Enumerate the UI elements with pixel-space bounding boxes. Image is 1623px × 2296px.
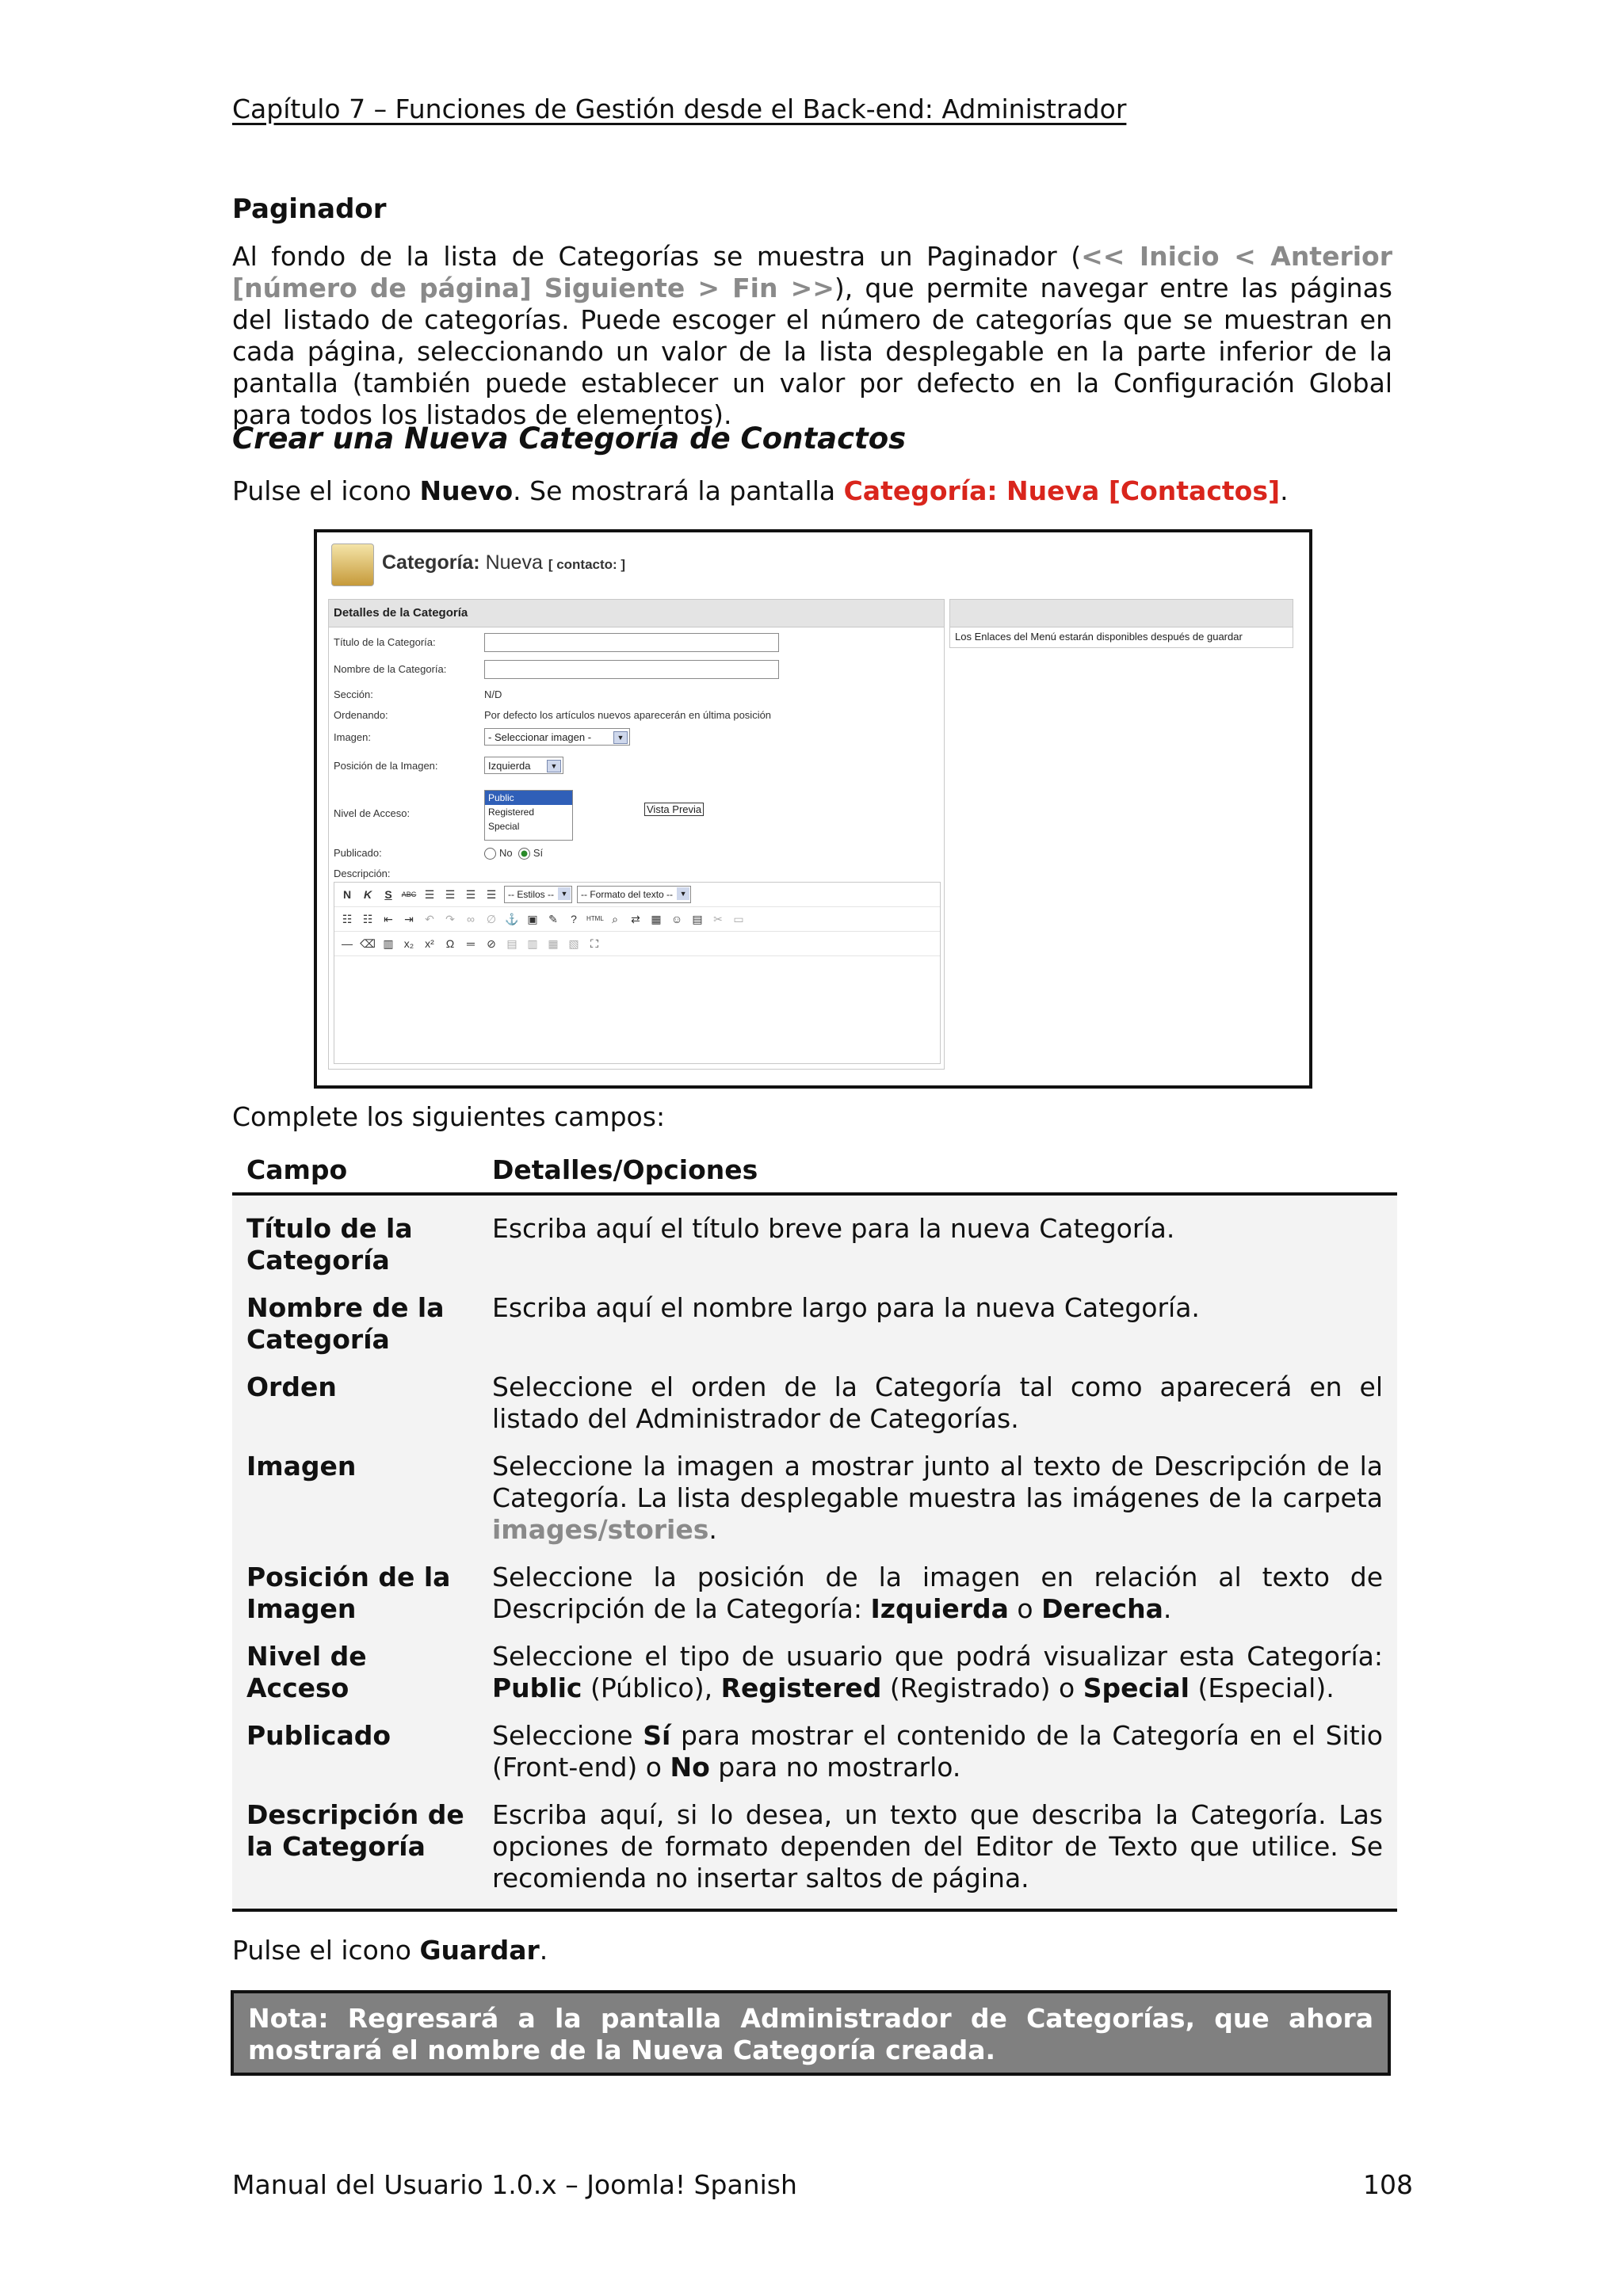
title-input[interactable]	[484, 633, 779, 652]
name-input[interactable]	[484, 660, 779, 679]
note-box: Nota: Regresará a la pantalla Administrador de Categorías, que ahora mostrará el nombre de la Nueva Categoría creada.	[231, 1990, 1391, 2076]
paragraph-paginador: Al fondo de la lista de Categorías se muestra un Paginador (<< Inicio < Anterior [número de página] Siguiente > Fin >>), que permite navegar entre las páginas del listado de categorías. Puede escoger el número de categorías que se muestran en cada página, seleccionando un valor de la lista desplegable en la parte inferior de la pantalla (también puede establecer un valor por defecto en la Configuración Global para todos los listados de elementos).	[232, 241, 1392, 430]
table-split-icon[interactable]: ▧	[568, 937, 579, 950]
unlink-icon[interactable]: ∅	[486, 913, 497, 925]
label-publicado: Publicado:	[334, 847, 382, 859]
footer-title: Manual del Usuario 1.0.x – Joomla! Spanish	[232, 2169, 797, 2200]
link-icon[interactable]: ∞	[467, 913, 475, 925]
replace-icon[interactable]: ⇄	[631, 913, 640, 925]
visual-aid-icon[interactable]: ▥	[383, 937, 394, 950]
label-posicion: Posición de la Imagen:	[334, 760, 438, 772]
numbered-list-icon[interactable]: ☷	[362, 913, 373, 925]
align-center-icon[interactable]: ☰	[445, 888, 456, 901]
details-panel-heading: Detalles de la Categoría	[329, 600, 944, 627]
format-select[interactable]: -- Formato del texto -- ▼	[577, 886, 691, 903]
access-option[interactable]: Registered	[488, 807, 535, 818]
label-seccion: Sección:	[334, 688, 373, 700]
paginator-nav-text: << Inicio < Anterior [número de página] Siguiente > Fin >>	[232, 241, 1392, 303]
chevron-down-icon: ▼	[547, 760, 561, 772]
cut-icon[interactable]: ✂	[713, 913, 723, 925]
image-icon[interactable]: ▣	[527, 913, 538, 925]
label-ordenando: Ordenando:	[334, 709, 388, 721]
field-desc: Seleccione Sí para mostrar el contenido de la Categoría en el Sitio (Front-end) o No para no mostrarlo.	[492, 1720, 1383, 1783]
text-editor	[334, 882, 941, 1064]
field-name: Imagen	[246, 1451, 357, 1482]
field-name: Nombre de la Categoría	[246, 1292, 445, 1355]
section-heading-crear: Crear una Nueva Categoría de Contactos	[232, 421, 907, 456]
strikethrough-icon[interactable]: ABC	[401, 891, 417, 898]
field-name: Descripción de la Categoría	[246, 1799, 464, 1862]
label-nombre: Nombre de la Categoría:	[334, 663, 447, 675]
access-option[interactable]: Public	[485, 791, 572, 805]
bold-icon[interactable]: N	[342, 888, 352, 901]
editor-toolbar-1	[334, 883, 940, 907]
subscript-icon[interactable]: x₂	[403, 937, 414, 950]
justify-icon[interactable]: ☰	[486, 888, 497, 901]
table-header	[232, 1143, 1397, 1196]
label-nivel: Nivel de Acceso:	[334, 807, 411, 819]
complete-fields-text: Complete los siguientes campos:	[232, 1101, 666, 1132]
table-body	[232, 1196, 1397, 1912]
flash-icon[interactable]: ⊘	[487, 937, 496, 950]
menu-links-panel	[949, 599, 1293, 648]
cleanup-icon[interactable]: ✎	[548, 913, 558, 925]
chevron-down-icon: ▼	[677, 887, 689, 900]
section-heading-paginador: Paginador	[232, 193, 387, 225]
special-char-icon[interactable]: Ω	[445, 937, 455, 950]
fullscreen-icon[interactable]: ⛶	[590, 937, 598, 950]
align-right-icon[interactable]: ☰	[465, 888, 476, 901]
screenshot-new-category: Categoría: Nueva [ contacto: ] Detalles de la Categoría Título de la Categoría: Nombre de la Categoría: Sección: N/D Ordenando: Por defecto los artículos nuevos aparecerán en última posición Imagen: - Seleccionar imagen - ▼ Posición de la Imagen: Izquierda ▼ Nivel de Acceso: Public Registered Special Vista Previa Publicado: No Sí Descripción: N K S ABC ☰ ☰ ☰ ☰ -- Estilos -- ▼ -- Formato del texto -- ▼ ☷ ☷ ⇤ ⇥ ↶ ↷ ∞ ∅ ⚓ ▣ ✎ ? HTML ⌕ ⇄ ▦ ☺ ▤ ✂ ▭ — ⌫ ▥ x₂ x² Ω ═ ⊘ ▤ ▥ ▦ ▧ ⛶ Los Enlaces del Menú estarán disponibles después de guardar	[314, 529, 1312, 1089]
radio-si[interactable]	[518, 848, 530, 860]
horizontal-rule-icon[interactable]: —	[342, 937, 353, 950]
page-number: 108	[1363, 2169, 1413, 2200]
anchor-icon[interactable]: ⚓	[505, 913, 519, 925]
superscript-icon[interactable]: x²	[425, 937, 434, 950]
editor-toolbar-3	[334, 932, 940, 956]
table-icon[interactable]: ▦	[651, 913, 662, 925]
field-desc: Seleccione la imagen a mostrar junto al texto de Descripción de la Categoría. La lista desplegable muestra las imágenes de la carpeta images/stories.	[492, 1451, 1383, 1545]
access-level-list[interactable]	[484, 790, 573, 841]
editor-toolbar-2	[334, 907, 940, 932]
field-desc: Seleccione el orden de la Categoría tal como aparecerá en el listado del Administrador de Categorías.	[492, 1371, 1383, 1434]
align-left-icon[interactable]: ☰	[424, 888, 435, 901]
menu-links-bar	[950, 600, 1293, 627]
paragraph-crear: Pulse el icono Nuevo. Se mostrará la pantalla Categoría: Nueva [Contactos].	[232, 475, 1289, 506]
emotions-icon[interactable]: ☺	[670, 913, 683, 925]
chevron-down-icon: ▼	[613, 731, 628, 744]
help-icon[interactable]: ?	[571, 913, 577, 925]
field-desc: Seleccione el tipo de usuario que podrá visualizar esta Categoría: Public (Público), Registered (Registrado) o Special (Especial).	[492, 1641, 1383, 1703]
images-path: images/stories	[492, 1514, 709, 1545]
field-name: Posición de la Imagen	[246, 1562, 451, 1624]
access-option[interactable]: Special	[488, 821, 520, 832]
published-radios: No Sí	[484, 847, 543, 860]
guardar-term: Guardar	[419, 1935, 540, 1966]
remove-format-icon[interactable]: ⌫	[360, 937, 376, 950]
screen-name: Categoría: Nueva [Contactos]	[843, 475, 1281, 506]
field-desc: Escriba aquí el nombre largo para la nueva Categoría.	[492, 1292, 1200, 1323]
underline-icon[interactable]: S	[384, 888, 392, 901]
image-position-select[interactable]: Izquierda ▼	[484, 757, 563, 774]
label-imagen: Imagen:	[334, 731, 371, 743]
table-col-icon[interactable]: ▥	[527, 937, 538, 950]
insert-line-icon[interactable]: ═	[467, 937, 475, 950]
field-name: Nivel de Acceso	[246, 1641, 367, 1703]
menu-links-note: Los Enlaces del Menú estarán disponibles después de guardar	[955, 631, 1243, 643]
header-details: Detalles/Opciones	[492, 1154, 758, 1185]
ordering-value: Por defecto los artículos nuevos aparecerán en última posición	[484, 709, 772, 721]
italic-icon[interactable]: K	[363, 888, 372, 901]
category-icon	[331, 543, 374, 586]
paste-icon[interactable]: ▭	[733, 913, 744, 925]
table-row-icon[interactable]: ▤	[506, 937, 517, 950]
radio-no[interactable]	[484, 848, 496, 860]
header-field: Campo	[246, 1154, 348, 1185]
media-icon[interactable]: ▤	[692, 913, 703, 925]
field-desc: Escriba aquí, si lo desea, un texto que describa la Categoría. Las opciones de formato dependen del Editor de Texto que utilice. Se recomienda no insertar saltos de página.	[492, 1799, 1383, 1894]
field-name: Publicado	[246, 1720, 391, 1751]
preview-button[interactable]: Vista Previa	[644, 803, 704, 816]
field-name: Título de la Categoría	[246, 1213, 413, 1276]
label-titulo: Título de la Categoría:	[334, 636, 436, 648]
field-desc: Escriba aquí el título breve para la nueva Categoría.	[492, 1213, 1175, 1244]
chevron-down-icon: ▼	[558, 887, 571, 900]
details-panel	[328, 599, 945, 1070]
redo-icon[interactable]: ↷	[445, 913, 455, 925]
field-desc: Seleccione la posición de la imagen en relación al texto de Descripción de la Categoría: Izquierda o Derecha.	[492, 1562, 1383, 1624]
section-value: N/D	[484, 688, 502, 700]
outdent-icon[interactable]: ⇤	[384, 913, 393, 925]
running-head: Capítulo 7 – Funciones de Gestión desde el Back-end: Administrador	[232, 93, 1127, 124]
search-icon[interactable]: ⌕	[612, 913, 618, 925]
html-icon[interactable]: HTML	[586, 915, 604, 922]
table-merge-icon[interactable]: ▦	[548, 937, 559, 950]
nuevo-term: Nuevo	[419, 475, 514, 506]
undo-icon[interactable]: ↶	[425, 913, 434, 925]
styles-select[interactable]: -- Estilos -- ▼	[504, 886, 572, 903]
indent-icon[interactable]: ⇥	[404, 913, 414, 925]
field-name: Orden	[246, 1371, 337, 1402]
guardar-text: Pulse el icono Guardar.	[232, 1935, 548, 1966]
image-select[interactable]: - Seleccionar imagen - ▼	[484, 728, 630, 746]
label-descripcion: Descripción:	[334, 868, 391, 879]
bullet-list-icon[interactable]: ☷	[342, 913, 353, 925]
